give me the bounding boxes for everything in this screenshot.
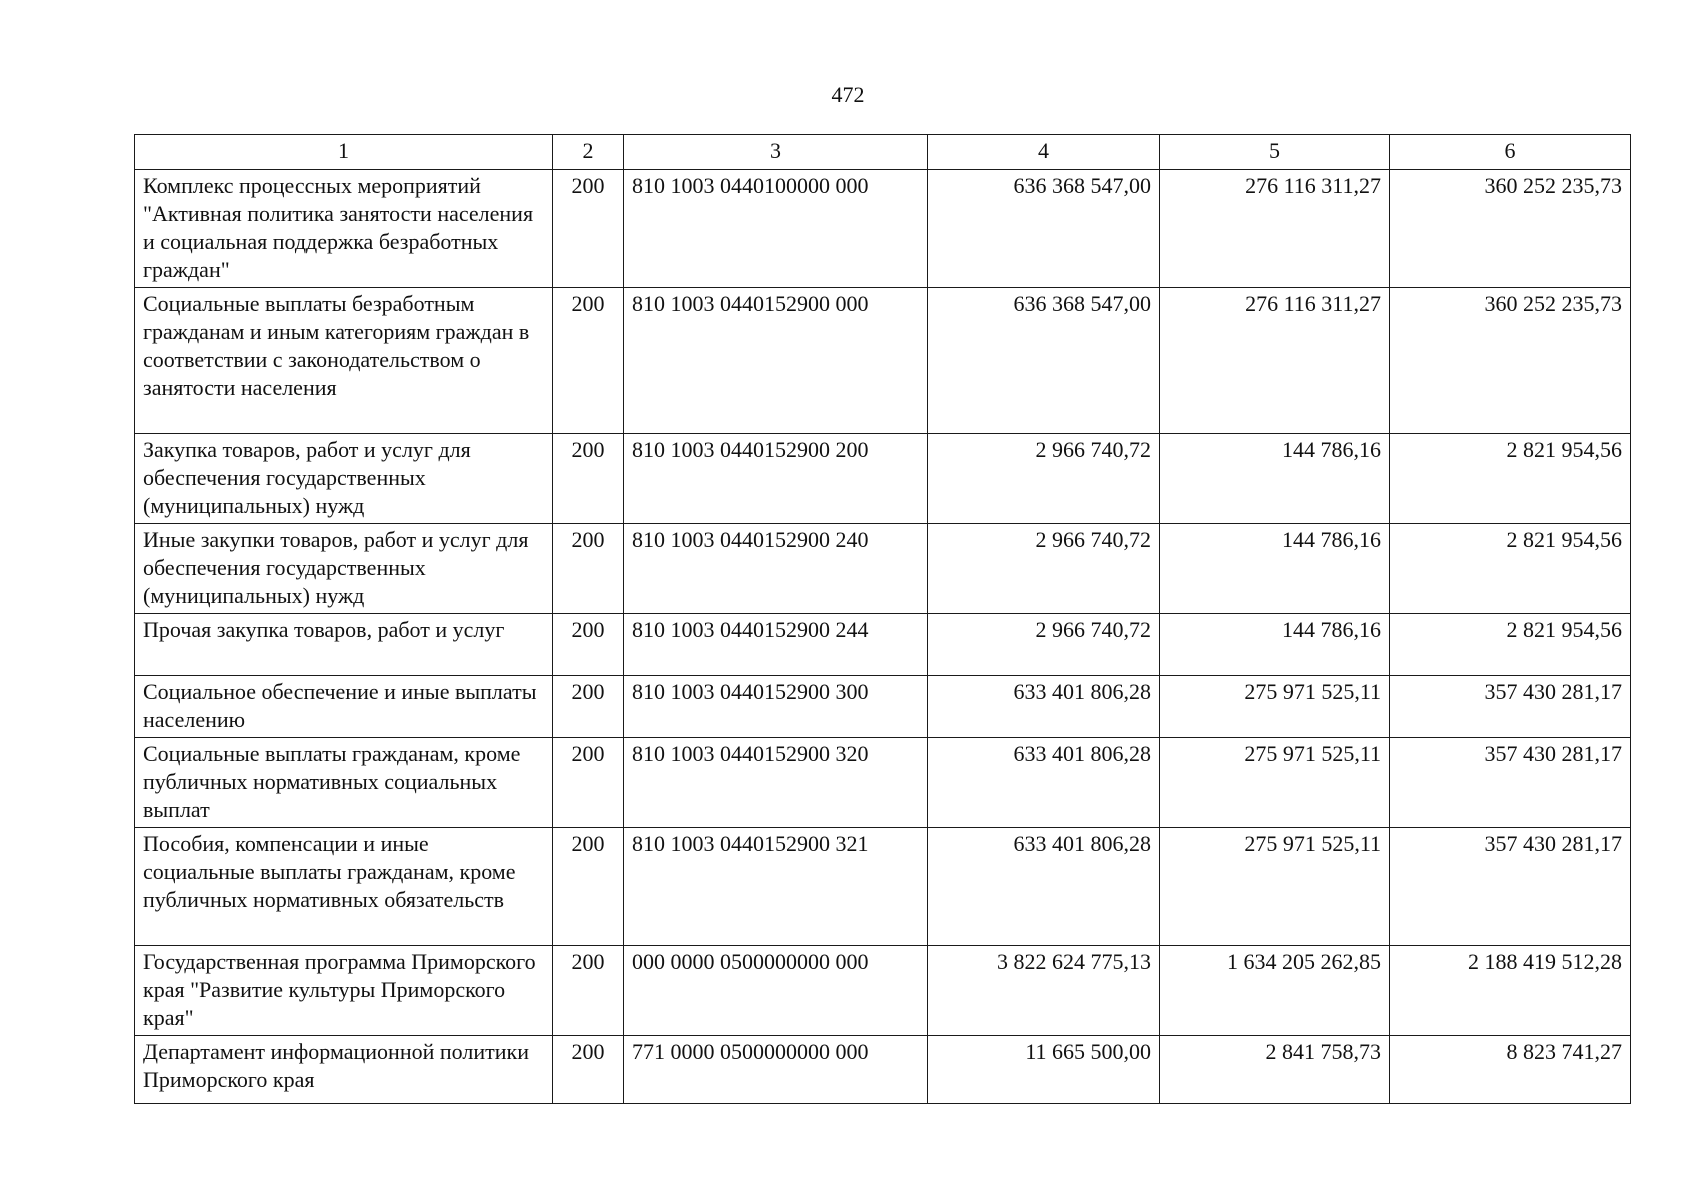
row-col4: 11 665 500,00 [928, 1036, 1160, 1104]
row-code-a: 200 [553, 1036, 624, 1104]
row-col6: 357 430 281,17 [1390, 828, 1631, 946]
table-row [135, 738, 1631, 828]
row-code-b: 810 1003 0440100000 000 [624, 170, 928, 288]
row-name: Прочая закупка товаров, работ и услуг [135, 614, 553, 676]
table-row [135, 524, 1631, 614]
page-number: 472 [831, 82, 865, 107]
row-col5: 2 841 758,73 [1160, 1036, 1390, 1104]
table-row [135, 676, 1631, 738]
row-name: Социальные выплаты безработным гражданам и иным категориям граждан в соответствии с законодательством о занятости населения [135, 288, 553, 434]
row-col6: 2 821 954,56 [1390, 524, 1631, 614]
row-col6: 360 252 235,73 [1390, 288, 1631, 434]
row-code-b: 810 1003 0440152900 200 [624, 434, 928, 524]
row-code-b: 810 1003 0440152900 320 [624, 738, 928, 828]
row-code-a: 200 [553, 288, 624, 434]
row-code-a: 200 [553, 738, 624, 828]
row-code-b: 810 1003 0440152900 300 [624, 676, 928, 738]
header-col-5: 5 [1160, 135, 1390, 170]
row-col4: 3 822 624 775,13 [928, 946, 1160, 1036]
row-col5: 275 971 525,11 [1160, 828, 1390, 946]
table-row [135, 828, 1631, 946]
row-col6: 8 823 741,27 [1390, 1036, 1631, 1104]
row-col6: 2 821 954,56 [1390, 614, 1631, 676]
row-code-a: 200 [553, 828, 624, 946]
row-col5: 275 971 525,11 [1160, 738, 1390, 828]
row-col4: 636 368 547,00 [928, 288, 1160, 434]
row-code-b: 810 1003 0440152900 244 [624, 614, 928, 676]
row-col5: 275 971 525,11 [1160, 676, 1390, 738]
table-row [135, 434, 1631, 524]
row-name: Пособия, компенсации и иные социальные выплаты гражданам, кроме публичных нормативных обязательств [135, 828, 553, 946]
header-col-1: 1 [135, 135, 553, 170]
row-code-a: 200 [553, 614, 624, 676]
header-col-6: 6 [1390, 135, 1631, 170]
row-col4: 2 966 740,72 [928, 434, 1160, 524]
row-col6: 357 430 281,17 [1390, 738, 1631, 828]
row-code-a: 200 [553, 434, 624, 524]
row-col5: 276 116 311,27 [1160, 288, 1390, 434]
row-col5: 144 786,16 [1160, 614, 1390, 676]
row-col6: 2 821 954,56 [1390, 434, 1631, 524]
row-name: Социальные выплаты гражданам, кроме публичных нормативных социальных выплат [135, 738, 553, 828]
row-name: Социальное обеспечение и иные выплаты населению [135, 676, 553, 738]
header-row [135, 135, 1631, 170]
header-col-4: 4 [928, 135, 1160, 170]
row-code-b: 810 1003 0440152900 240 [624, 524, 928, 614]
budget-table [134, 134, 1631, 1104]
row-col4: 2 966 740,72 [928, 614, 1160, 676]
row-code-a: 200 [553, 524, 624, 614]
row-col5: 276 116 311,27 [1160, 170, 1390, 288]
row-code-a: 200 [553, 946, 624, 1036]
row-col4: 633 401 806,28 [928, 676, 1160, 738]
row-col5: 144 786,16 [1160, 434, 1390, 524]
header-col-3: 3 [624, 135, 928, 170]
row-col4: 633 401 806,28 [928, 828, 1160, 946]
row-code-b: 000 0000 0500000000 000 [624, 946, 928, 1036]
row-col4: 636 368 547,00 [928, 170, 1160, 288]
row-name: Закупка товаров, работ и услуг для обеспечения государственных (муниципальных) нужд [135, 434, 553, 524]
row-col5: 144 786,16 [1160, 524, 1390, 614]
row-name: Департамент информационной политики Приморского края [135, 1036, 553, 1104]
row-name: Комплекс процессных мероприятий "Активная политика занятости населения и социальная поддержка безработных граждан" [135, 170, 553, 288]
row-name: Государственная программа Приморского края "Развитие культуры Приморского края" [135, 946, 553, 1036]
row-col6: 2 188 419 512,28 [1390, 946, 1631, 1036]
row-col4: 633 401 806,28 [928, 738, 1160, 828]
row-col4: 2 966 740,72 [928, 524, 1160, 614]
row-code-b: 810 1003 0440152900 000 [624, 288, 928, 434]
row-code-b: 771 0000 0500000000 000 [624, 1036, 928, 1104]
table-row [135, 946, 1631, 1036]
table-row [135, 288, 1631, 434]
row-code-a: 200 [553, 170, 624, 288]
row-code-b: 810 1003 0440152900 321 [624, 828, 928, 946]
table-header [135, 135, 1631, 170]
row-col5: 1 634 205 262,85 [1160, 946, 1390, 1036]
table-row [135, 170, 1631, 288]
row-name: Иные закупки товаров, работ и услуг для обеспечения государственных (муниципальных) нужд [135, 524, 553, 614]
row-col6: 360 252 235,73 [1390, 170, 1631, 288]
table-row [135, 1036, 1631, 1104]
table-row [135, 614, 1631, 676]
header-col-2: 2 [553, 135, 624, 170]
row-code-a: 200 [553, 676, 624, 738]
row-col6: 357 430 281,17 [1390, 676, 1631, 738]
table-body [135, 170, 1631, 1104]
